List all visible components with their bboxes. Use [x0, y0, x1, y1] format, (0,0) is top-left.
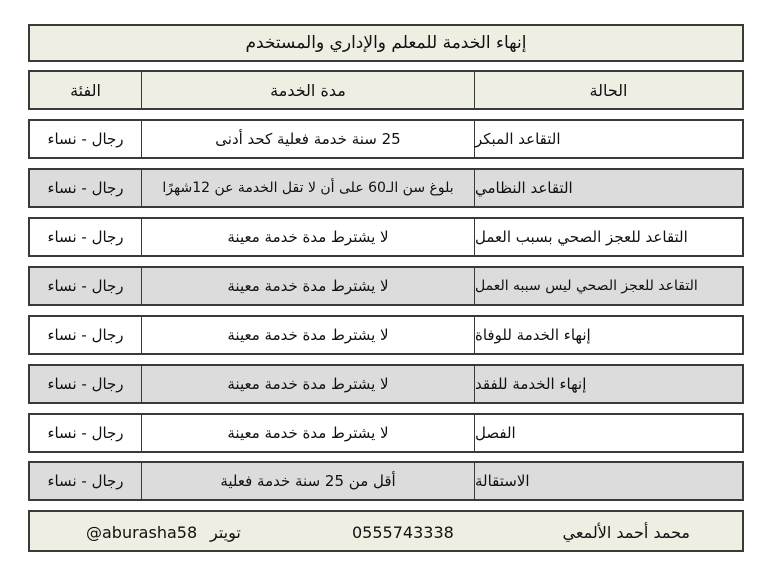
- row-category: رجال - نساء: [30, 415, 142, 451]
- header-status: الحالة: [589, 80, 628, 100]
- twitter-handle: @aburasha58: [86, 523, 198, 542]
- table-row: [28, 364, 744, 404]
- row-category: رجال - نساء: [30, 170, 142, 206]
- table-row: [28, 413, 744, 453]
- row-status: التقاعد المبكر: [475, 130, 561, 148]
- row-status: التقاعد النظامي: [475, 179, 573, 197]
- phone-number: 0555743338: [352, 523, 454, 542]
- table-row: [28, 315, 744, 355]
- table-row: [28, 119, 744, 159]
- row-category: رجال - نساء: [30, 366, 142, 402]
- row-status: الفصل: [475, 424, 516, 442]
- table-row: [28, 217, 744, 257]
- row-category: رجال - نساء: [30, 317, 142, 353]
- row-category: رجال - نساء: [30, 268, 142, 304]
- row-category: رجال - نساء: [30, 463, 142, 499]
- header-category: الفئة: [30, 72, 142, 108]
- row-duration: لا يشترط مدة خدمة معينة: [142, 366, 475, 402]
- row-status: إنهاء الخدمة للوفاة: [475, 326, 591, 344]
- table-row: [28, 168, 744, 208]
- row-duration: بلوغ سن الـ60 على أن لا تقل الخدمة عن 12شهرًا: [142, 170, 475, 206]
- row-duration: لا يشترط مدة خدمة معينة: [142, 219, 475, 255]
- row-status: إنهاء الخدمة للفقد: [475, 375, 587, 393]
- table-header-row: [28, 70, 744, 110]
- row-category: رجال - نساء: [30, 121, 142, 157]
- row-duration: لا يشترط مدة خدمة معينة: [142, 415, 475, 451]
- row-status: التقاعد للعجز الصحي ليس سببه العمل: [475, 278, 698, 294]
- twitter-label: تويتر: [210, 523, 241, 542]
- row-status: التقاعد للعجز الصحي بسبب العمل: [475, 228, 688, 246]
- document-title: [28, 24, 744, 62]
- table-row: [28, 266, 744, 306]
- row-duration: أقل من 25 سنة خدمة فعلية: [142, 463, 475, 499]
- row-duration: لا يشترط مدة خدمة معينة: [142, 268, 475, 304]
- header-duration: مدة الخدمة: [142, 72, 475, 108]
- row-category: رجال - نساء: [30, 219, 142, 255]
- footer: [28, 510, 744, 552]
- title-text: إنهاء الخدمة للمعلم والإداري والمستخدم: [245, 33, 527, 53]
- row-duration: لا يشترط مدة خدمة معينة: [142, 317, 475, 353]
- row-status: الاستقالة: [475, 472, 530, 490]
- row-duration: 25 سنة خدمة فعلية كحد أدنى: [142, 121, 475, 157]
- author-name: محمد أحمد الألمعي: [562, 523, 690, 542]
- table-row: [28, 461, 744, 501]
